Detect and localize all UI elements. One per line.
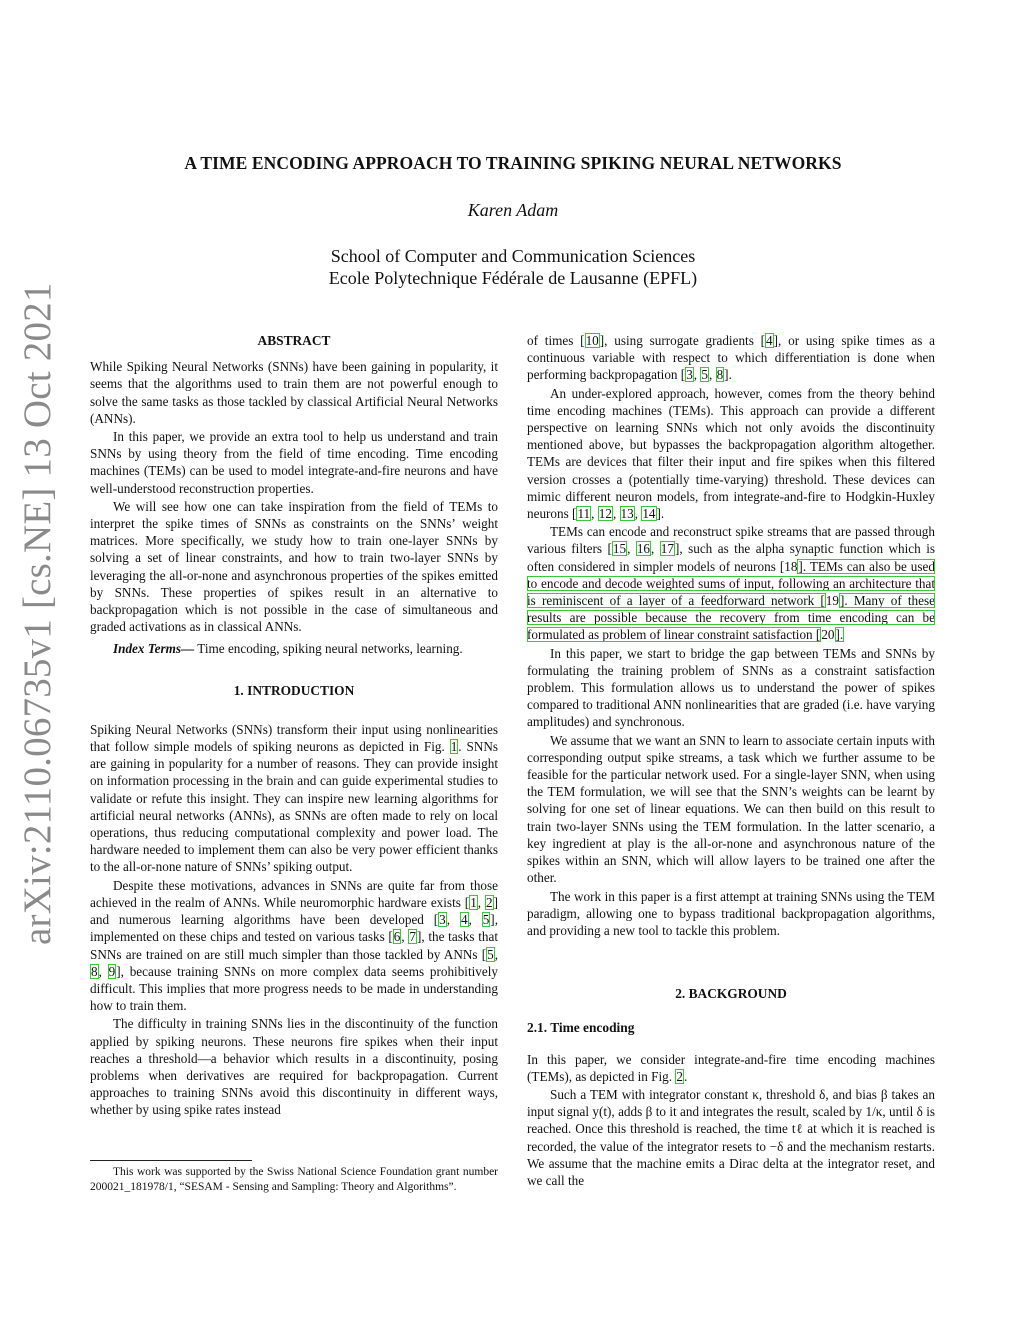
affiliation — [90, 245, 936, 289]
text-run: 19 — [825, 593, 839, 609]
citation-link[interactable]: 3 — [686, 367, 693, 383]
citation-link[interactable]: ]. TEMs can also be used to encode and decode weighted sums of input, following an architecture that is reminiscent of a layer of a feedforward network [ — [527, 558, 935, 609]
text-run: An under-explored approach, however, comes from the theory behind time encoding machines (TEMs). This approach can provide a different perspective on learning SNNs which not only avoids the discontinuity mentioned above, but bypasses the backpropagation algorithm altogether. TEMs are devices that filter their input and fire spikes when this filtered version crosses a (potentially time-varying) threshold. These devices can mimic different neuron models, from integrate-and-fire to Hodgkin-Huxley neurons [ — [527, 385, 935, 522]
citation-link[interactable]: 10 — [585, 333, 599, 348]
intro-paragraph — [527, 385, 935, 523]
citation-link[interactable]: 15 — [612, 541, 627, 557]
text-run: , — [708, 367, 716, 383]
text-run: ], or using spike times as a continuous variable with respect to which differentiation is done when performing backpropagation [ — [527, 333, 935, 383]
citation-link[interactable]: 12 — [598, 506, 612, 522]
citation-link[interactable]: 4 — [460, 912, 468, 928]
text-run: ] and numerous learning algorithms have been developed [ — [90, 894, 499, 928]
text-run: ]. — [656, 506, 665, 522]
text-run: , — [477, 894, 486, 910]
affiliation-line-1: School of Computer and Communication Sciences — [330, 246, 696, 266]
citation-link[interactable]: 5 — [701, 367, 708, 383]
text-run: . — [683, 1068, 688, 1084]
text-run: 18 — [784, 558, 798, 574]
funding-footnote: This work was supported by the Swiss National Science Foundation grant number 200021_181978/1, “SESAM - Sensing and Sampling: Theory and Algorithms”. — [90, 1166, 498, 1193]
index-terms-label: Index Terms— — [113, 641, 195, 657]
text-run: ], because training SNNs on more complex data seems prohibitively difficult. This implies that more progress needs to be made in understanding how to train them. — [90, 963, 499, 1014]
citation-link[interactable]: 1 — [450, 739, 458, 755]
intro-paragraph: The difficulty in training SNNs lies in the discontinuity of the function applied by spiking neurons. These neurons fire spikes when their input reaches a threshold—a behavior which results in a discontinuity, posing problems when derivatives are required for backpropagation. Current approaches to training SNNs avoid this discontinuity in different ways, whether by using spike rates instead — [90, 1016, 498, 1118]
affiliation-line-2: Ecole Polytechnique Fédérale de Lausanne (EPFL) — [328, 268, 698, 288]
citation-link[interactable]: 2 — [676, 1068, 683, 1084]
paper-title: A TIME ENCODING APPROACH TO TRAINING SPIKING NEURAL NETWORKS — [184, 153, 842, 173]
text-run: ], implemented on these chips and tested on various tasks [ — [90, 912, 498, 945]
text-run: , — [401, 929, 409, 945]
time-encoding-subheading: 2.1. Time encoding — [527, 1020, 635, 1036]
citation-link[interactable]: ]. — [835, 627, 844, 643]
citation-link[interactable]: 17 — [660, 541, 674, 557]
text-run: . SNNs are gaining in popularity for a number of reasons. They can provide insight on information processing in the brain and can guide experimental studies to validate or refute this insight. They can inspire new learning algorithms for artificial neural networks (ANNs), as SNNs are often made to rely on local operations, thus reducing computational complexity and power load. The hardware needed to implement them can also be very power efficient thanks to the all-or-none nature of SNNs’ spiking output. — [90, 739, 499, 875]
intro-paragraph: We assume that we want an SNN to learn to associate certain inputs with corresponding output spike streams, a task which we further assume to be feasible for the particular network used. For a single-layer SNN, when using the TEM formulation, we will see that the SNN’s weights can be learnt by solving for one set of linear equations. We can then build on this result to train two-layer SNNs using the TEM formulation. In the latter scenario, a key ingredient at play is the all-or-none and asynchronous nature of the spikes within an SNN, which will allow layers to be trained one after the other. — [527, 732, 935, 886]
text-run: ], using surrogate gradients [ — [599, 333, 766, 348]
citation-link[interactable]: ]. Many of these results are possible because the recovery from time encoding can be formulated as problem of linear constraint satisfaction [ — [527, 593, 935, 643]
intro-paragraph-continued — [527, 332, 935, 384]
citation-link[interactable]: 8 — [716, 367, 724, 383]
text-run: , — [693, 367, 701, 383]
abstract-paragraph: While Spiking Neural Networks (SNNs) have been gaining in popularity, it seems that the algorithms used to train them are not powerful enough to solve the same tasks as those tackled by classical Artificial Neural Networks (ANNs). — [90, 359, 498, 426]
abstract-heading: ABSTRACT — [257, 333, 331, 348]
text-run: Spiking Neural Networks (SNNs) transform their input using nonlinearities that follow simple models of spiking neurons as depicted in Fig. — [90, 721, 498, 755]
intro-heading: 1. INTRODUCTION — [233, 682, 355, 698]
citation-link[interactable]: 6 — [393, 929, 401, 945]
abstract-paragraph: In this paper, we provide an extra tool to help us understand and train SNNs by using theory from the field of time encoding. Time encoding machines (TEMs) can be used to model integrate-and-fire neurons and have well-understood reconstruction properties. — [90, 429, 498, 496]
text-run: , — [651, 541, 660, 557]
footnote — [90, 1160, 498, 1195]
intro-paragraph — [527, 523, 935, 643]
text-run: ]. — [724, 367, 732, 383]
left-column — [90, 332, 498, 1119]
citation-link[interactable]: 11 — [577, 506, 591, 522]
citation-link[interactable]: 16 — [636, 541, 651, 557]
footnote-rule — [90, 1160, 252, 1161]
citation-link[interactable]: 14 — [642, 506, 656, 522]
citation-link[interactable]: 13 — [620, 506, 634, 522]
arxiv-identifier: arXiv:2110.06735v1 [cs.NE] 13 Oct 2021 — [16, 282, 59, 945]
citation-link[interactable]: 7 — [409, 929, 416, 945]
index-terms — [90, 640, 498, 657]
intro-paragraph: The work in this paper is a first attempt at training SNNs using the TEM paradigm, allowing one to bypass traditional backpropagation algorithms, and providing a new tool to tackle this problem. — [527, 888, 935, 938]
citation-link[interactable]: 8 — [91, 963, 98, 979]
text-run: , — [591, 506, 598, 522]
text-run: , — [446, 912, 460, 928]
text-run: , — [612, 506, 620, 522]
text-run: TEMs can encode and reconstruct spike streams that are passed through various filters [ — [527, 524, 935, 557]
text-run: , — [627, 541, 636, 557]
text-run: , — [494, 946, 498, 962]
citation-link[interactable]: 4 — [766, 333, 773, 348]
citation-link[interactable]: 3 — [439, 912, 446, 928]
background-paragraph — [527, 1051, 935, 1085]
text-run: , — [98, 963, 108, 979]
index-terms-text: Time encoding, spiking neural networks, learning. — [194, 641, 463, 657]
citation-link[interactable]: 9 — [108, 963, 116, 979]
citation-link[interactable]: 5 — [487, 946, 494, 962]
intro-paragraph: In this paper, we start to bridge the gap between TEMs and SNNs by formulating the training problem of SNNs as a constraint satisfaction problem. This formulation allows us to understand the power of spikes compared to traditional ANN nonlinearities that are graded (i.e. have varying amplitudes) and synchronous. — [527, 645, 935, 730]
right-column — [527, 332, 935, 1189]
citation-link[interactable]: 5 — [482, 912, 490, 928]
text-run: In this paper, we consider integrate-and-fire time encoding machines (TEMs), as depicted in Fig. — [527, 1051, 935, 1084]
author-name: Karen Adam — [467, 200, 559, 220]
background-paragraph: Such a TEM with integrator constant κ, threshold δ, and bias β takes an input signal y(t), adds β to it and integrates the result, scaled by 1/κ, until δ is reached. Once this threshold is reached, the time tℓ at which it is reached is recorded, the value of the integrator resets to −δ and the mechanism restarts. We assume that the machine emits a Dirac delta at the integrator reset, and we call the — [527, 1086, 935, 1188]
text-run: of times [ — [527, 333, 585, 348]
text-run: , — [468, 912, 482, 928]
citation-link[interactable]: 2 — [486, 894, 493, 910]
citation-link[interactable]: 1 — [470, 894, 477, 910]
text-run: , — [634, 506, 642, 522]
text-run: ], such as the alpha synaptic function which is often considered in simpler models of neurons [ — [527, 541, 936, 574]
background-heading: 2. BACKGROUND — [675, 986, 787, 1002]
intro-paragraph — [90, 721, 498, 876]
text-run: ], the tasks that SNNs are trained on are still much simpler than those tackled by ANNs [ — [90, 929, 499, 962]
text-run: Despite these motivations, advances in SNNs are quite far from those achieved in the realm of ANNs. While neuromorphic hardware exists [ — [90, 877, 498, 910]
text-run: 20 — [821, 627, 835, 643]
abstract-paragraph: We will see how one can take inspiration from the field of TEMs to interpret the spike times of SNNs as constraints on the SNNs’ weight matrices. More specifically, we study how to train one-layer SNNs by solving a set of linear constraints, and how to train two-layer SNNs by leveraging the all-or-none and asynchronous properties of the spikes emitted by SNNs. These properties of spikes result in an alternative to backpropagation which is not possible in the case of simultaneous and graded activations as in classical ANNs. — [90, 498, 498, 635]
intro-paragraph — [90, 877, 498, 1015]
